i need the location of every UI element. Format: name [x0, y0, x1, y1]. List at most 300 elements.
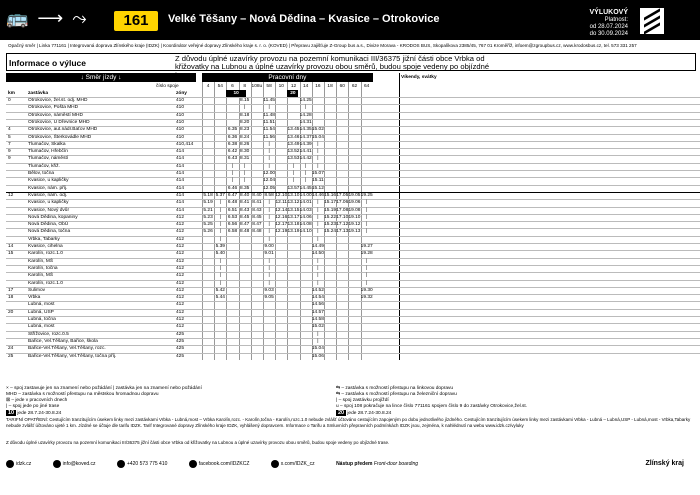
- row-time: 14.37: [299, 134, 312, 140]
- row-time: |: [268, 258, 270, 264]
- footer-x[interactable]: x.com/IDZK_cz: [280, 461, 315, 467]
- badge-20: 20: [287, 90, 298, 97]
- boarding-title: Nástup předem: [336, 461, 373, 467]
- row-time: 6.58: [227, 229, 238, 235]
- row-time: 15.06: [311, 353, 324, 359]
- row-time: 15.07: [311, 171, 324, 176]
- row-km: 25: [8, 353, 14, 359]
- row-zone: 414: [176, 163, 185, 169]
- row-time: 14.52: [311, 287, 324, 293]
- row-time: |: [219, 200, 221, 206]
- row-time: 8.41: [252, 200, 262, 206]
- row-time: 14.39: [299, 141, 312, 147]
- row-time: 9.00: [264, 244, 274, 249]
- row-zone: 412: [176, 317, 185, 322]
- row-time: 14.10: [299, 229, 312, 235]
- row-stop: Sulimov: [28, 287, 46, 293]
- conn-number: 4: [206, 84, 210, 89]
- row-time: 15.23: [324, 222, 337, 228]
- row-zone: 425: [176, 353, 185, 359]
- row-time: |: [244, 178, 246, 184]
- row-time: |: [305, 105, 307, 111]
- row-time: |: [317, 200, 319, 206]
- row-time: 12.17: [275, 222, 288, 228]
- row-time: 5.44: [215, 295, 225, 301]
- row-time: 8.48: [252, 229, 262, 235]
- row-divider: [6, 250, 700, 251]
- row-stop: Lubná, most: [28, 302, 55, 308]
- row-time: 13.18: [287, 222, 300, 228]
- row-zone: 412: [176, 302, 185, 308]
- row-time: |: [317, 141, 319, 147]
- row-divider: [6, 236, 700, 237]
- row-time: 14.08: [299, 222, 312, 228]
- row-stop: Vrbka: [28, 295, 41, 301]
- row-time: |: [219, 236, 221, 242]
- row-stop: Lubná, most: [28, 324, 55, 330]
- row-zone: 410: [176, 112, 185, 118]
- row-time: 15.04: [311, 134, 324, 140]
- conn-number: 108u: [251, 84, 263, 89]
- row-time: 15.04: [311, 346, 324, 352]
- mail-icon: [53, 460, 61, 468]
- row-km: 15: [8, 251, 14, 257]
- row-time: 6.53: [227, 214, 238, 220]
- row-time: 15.02: [311, 324, 324, 330]
- row-time: 13.57: [287, 185, 300, 191]
- row-time: 12.05: [263, 185, 276, 191]
- row-time: 8.20: [240, 119, 250, 125]
- row-zone: 412: [176, 214, 185, 220]
- row-divider: [6, 163, 700, 164]
- row-time: 19.08: [348, 207, 361, 213]
- row-stop: Bařice, Vel.Těšany, Bařice, škola: [28, 338, 98, 344]
- row-time: 15.22: [324, 214, 337, 220]
- row-time: 14.49: [311, 244, 324, 249]
- row-time: 8.58: [264, 192, 274, 198]
- row-stop: Kvasice, nám. příj.: [28, 185, 68, 191]
- row-time: |: [244, 105, 246, 111]
- row-time: |: [366, 200, 368, 206]
- row-km: 4: [8, 127, 11, 133]
- row-time: 14.41: [299, 149, 312, 155]
- row-time: 8.48: [240, 229, 250, 235]
- row-zone: 412: [176, 309, 185, 315]
- row-time: |: [366, 229, 368, 235]
- row-time: |: [317, 236, 319, 242]
- footer: [6, 456, 694, 472]
- row-divider: [6, 170, 700, 171]
- row-time: |: [317, 149, 319, 155]
- row-divider: [6, 287, 700, 288]
- row-divider: [6, 97, 700, 98]
- row-time: |: [268, 156, 270, 162]
- row-time: |: [244, 163, 246, 169]
- row-stop: Nová Dědina, ObÚ: [28, 222, 69, 228]
- row-time: 13.15: [287, 207, 300, 213]
- row-time: 14.42: [299, 156, 312, 162]
- note-bus-transfer: ⇆ – zastávka s možností přestupu na linkovou dopravu: [336, 386, 454, 391]
- row-time: 15.16: [324, 192, 337, 198]
- row-time: 19.06: [348, 200, 361, 206]
- row-time: |: [317, 331, 319, 337]
- row-km: 0: [8, 98, 11, 103]
- row-divider: [6, 148, 700, 149]
- row-stop: Tlumačov, náměstí: [28, 156, 69, 162]
- row-time: 19.28: [360, 251, 373, 257]
- validity-label: Platnost:: [604, 17, 628, 23]
- row-time: 19.25: [360, 192, 373, 198]
- row-time: |: [219, 222, 221, 228]
- row-time: 11.51: [263, 119, 275, 125]
- row-time: 8.35: [240, 185, 250, 191]
- row-time: |: [366, 207, 368, 213]
- row-time: 14.46: [311, 192, 324, 198]
- conn-number: 54: [217, 84, 223, 89]
- operator-info: Opačný směr | Linka 771161 | Integrovaná doprava Zlínského kraje (IDZK) | Koordinátor veřejné dopravy Zlínského kraje s. r. o. (KOVED) | Přepravu zajišťuje Z-Group bus a.s., Divize Morava - KRODOS BUS, Skopalíkova 2385/45, 767 01 Kroměříž, infoem@zgroupbus.cz, www.krodosbus.cz, tel. 573 331 257: [8, 43, 637, 48]
- workdays-header: Pracovní dny: [202, 73, 373, 82]
- footer-brand: Zlínský kraj: [645, 460, 684, 467]
- row-time: |: [317, 229, 319, 235]
- boarding-subtitle: Front-door boarding: [373, 461, 419, 467]
- row-time: 8.40: [252, 192, 262, 198]
- conn-number: 58: [266, 84, 272, 89]
- row-time: 12.00: [263, 171, 276, 176]
- row-time: 6.38: [227, 141, 238, 147]
- row-divider: [6, 141, 700, 142]
- row-stop: Lubná, USP: [28, 309, 54, 315]
- route-title: Velké Těšany – Nová Dědina – Kvasice – Otrokovice: [168, 13, 440, 25]
- note-pass-through: | – spoj zastávku projíždí: [336, 398, 389, 403]
- row-stop: Otrokovice, aut.nádr.Baťov MHD: [28, 127, 98, 133]
- row-time: 15.19: [324, 207, 337, 213]
- conn-number: 6: [231, 84, 234, 89]
- tariff-note: TARIFNÍ OPATŘENÍ: Cestujícím tranzitujícím úsekem linky mezi zastávkami Vrbka - Lubná,most – Vrbka Karolín,rozc. - Karolín,točna - Karolín,rozc.1.0 nebude zvlášť účtováno cestujícím zapojeným po dobu jednotlivého jízdného. Cestujícím tranzitujícím úsekem linky mezi zastávkami Vrbka - Lubná – Lubná,USP - Lubná,most - Vrbka,Tabarky nebude zvlášť účtováno ujeté 1 km. Jízdné se účtuje dle tarifu IDZK. Tarif Integrované dopravy Zlínského kraje IDZK, vyhlášený dopravcem. Informace o Tarifu a Smluvních přepravních podmínkách IDZK jsou, zejména, k nahlédnutí na webu www.idzk.cz/vyluky: [6, 417, 691, 428]
- row-time: 5.23: [203, 214, 213, 220]
- row-time: 11.45: [263, 98, 275, 103]
- row-stop: Vrbka, Tabarky: [28, 236, 60, 242]
- footer-web[interactable]: idzk.cz: [16, 461, 32, 467]
- row-km: 9: [8, 156, 11, 162]
- row-time: 5.21: [203, 207, 213, 213]
- row-divider: [6, 265, 700, 266]
- row-time: 13.46: [287, 134, 300, 140]
- row-time: 19.27: [360, 244, 373, 249]
- row-zone: 412: [176, 251, 185, 257]
- row-time: 8.47: [252, 222, 262, 228]
- row-divider: [6, 185, 700, 186]
- row-divider: [6, 301, 700, 302]
- row-time: |: [231, 178, 234, 184]
- weekend-header: Víkendy, svátky: [401, 75, 437, 80]
- row-time: |: [268, 163, 270, 169]
- row-time: 5.18: [203, 192, 213, 198]
- row-km: 5: [8, 134, 11, 140]
- row-divider: [6, 134, 700, 135]
- row-zone: 414: [176, 192, 185, 198]
- row-time: 14.31: [299, 119, 312, 125]
- row-stop: Otrokovice, náměstí MHD: [28, 112, 83, 118]
- row-time: 6.47: [227, 192, 238, 198]
- row-time: 12.14: [275, 207, 288, 213]
- footer-facebook[interactable]: facebook.com/IDZKCZ: [198, 461, 250, 467]
- row-time: 19.30: [360, 287, 373, 293]
- row-time: 12.16: [275, 214, 288, 220]
- row-time: |: [317, 273, 319, 279]
- web-icon: [6, 460, 14, 468]
- row-time: |: [268, 141, 270, 147]
- row-stop: Kvasice, u kapličky: [28, 200, 69, 206]
- row-zone: 412: [176, 295, 185, 301]
- row-stop: Bařice-Vel.Těšany, Vel.Těšany, rozc.: [28, 346, 106, 352]
- row-km: 18: [8, 295, 14, 301]
- idzk-logo-icon: [640, 8, 664, 34]
- footer-phone[interactable]: +420 573 775 410: [126, 461, 168, 467]
- row-time: 5.19: [203, 200, 213, 206]
- row-time: 19.05: [348, 192, 361, 198]
- row-time: |: [268, 265, 270, 271]
- badge-20: 20: [337, 410, 345, 416]
- conn-number: 60: [339, 84, 345, 89]
- row-time: 13.12: [287, 200, 300, 206]
- row-time: 14.35: [299, 127, 312, 133]
- row-time: 17.05: [336, 192, 349, 198]
- row-zone: 412: [176, 258, 185, 264]
- row-time: 15.11: [312, 178, 324, 184]
- row-time: 14.57: [311, 309, 324, 315]
- row-divider: [6, 119, 700, 120]
- row-time: 6.42: [227, 149, 238, 155]
- row-stop: Karolín, MŠ: [28, 273, 54, 279]
- row-time: |: [305, 178, 307, 184]
- validity-title: VÝLUKOVÝ: [589, 9, 628, 16]
- row-time: 6.48: [227, 200, 238, 206]
- row-zone: 410: [176, 105, 185, 111]
- weekend-divider: [399, 73, 400, 360]
- row-stop: Tlumačov, Hřebčín: [28, 149, 68, 155]
- row-zone: 410: [176, 134, 185, 140]
- row-time: 13.52: [287, 149, 300, 155]
- row-time: |: [317, 163, 319, 169]
- row-time: 17.10: [336, 214, 349, 220]
- note-other-route: | – spoj jede po jiné trase: [6, 404, 60, 409]
- row-time: |: [219, 258, 221, 264]
- row-divider: [6, 177, 700, 178]
- row-stop: Tlumačov, křiž.: [28, 163, 60, 169]
- row-km: 17: [8, 287, 14, 293]
- row-time: |: [317, 258, 319, 264]
- row-time: |: [317, 214, 319, 220]
- row-time: 15.24: [324, 229, 337, 235]
- row-time: 13.49: [287, 141, 300, 147]
- row-time: |: [317, 265, 319, 271]
- row-time: |: [366, 280, 368, 286]
- row-time: 11.54: [263, 127, 275, 133]
- zone-header: zóny: [176, 91, 187, 96]
- row-time: 14.00: [299, 192, 312, 198]
- row-time: |: [219, 280, 221, 286]
- note-stop-request: × – spoj zastavuje jen na znamení nebo požádání | zastávka jen na znamení nebo požádání: [6, 386, 202, 391]
- facebook-icon: [189, 460, 197, 468]
- validity-to: do 30.09.2024: [589, 31, 628, 37]
- row-time: |: [366, 258, 368, 264]
- row-zone: 412: [176, 236, 185, 242]
- row-time: |: [219, 273, 221, 279]
- conn-number: 14: [303, 84, 309, 89]
- row-time: |: [268, 207, 270, 213]
- closure-note: Z důvodu úplné uzavírky provozu na pozemní komunikaci III/36375 jižní části obce Vrbka od křižovatky na Lubnou a úplné uzavírky provozu obou směrů, budou spoje vedeny po objízdné trase.: [6, 440, 390, 445]
- row-time: 13.19: [287, 229, 300, 235]
- row-stop: Kvasice, u kapličky: [28, 178, 69, 184]
- row-zone: 412: [176, 244, 185, 249]
- row-time: 9.05: [264, 295, 274, 301]
- row-km: 14: [8, 244, 14, 249]
- row-zone: 410: [176, 127, 185, 133]
- conn-number: 64: [364, 84, 370, 89]
- row-time: 14.06: [299, 214, 312, 220]
- row-zone: 412: [176, 222, 185, 228]
- row-time: 8.23: [240, 127, 250, 133]
- row-time: 17.08: [336, 207, 349, 213]
- row-time: 9.01: [264, 251, 274, 257]
- row-time: |: [317, 338, 319, 344]
- row-zone: 412: [176, 229, 185, 235]
- row-time: 8.30: [240, 149, 250, 155]
- row-time: 8.41: [240, 200, 250, 206]
- row-time: |: [268, 200, 270, 206]
- row-time: 6.56: [227, 222, 238, 228]
- row-time: 12.19: [275, 229, 288, 235]
- row-time: 15.12: [311, 185, 324, 191]
- row-time: |: [219, 207, 221, 213]
- row-time: 11.56: [263, 134, 275, 140]
- row-time: |: [244, 171, 246, 176]
- row-time: 14.28: [299, 112, 312, 118]
- conn-number: 12: [290, 84, 297, 89]
- row-time: |: [231, 171, 234, 176]
- row-time: 8.43: [240, 207, 250, 213]
- row-stop: Karolín, točna: [28, 265, 58, 271]
- row-stop: Střížovice, rozc.0.5: [28, 331, 69, 337]
- row-time: |: [366, 222, 368, 228]
- row-divider: [6, 104, 700, 105]
- km-header: km: [8, 91, 15, 96]
- row-km: 9: [8, 149, 11, 155]
- row-zone: 410,414: [176, 141, 194, 147]
- row-time: 15.17: [324, 200, 337, 206]
- row-zone: 412: [176, 280, 185, 286]
- row-stop: Tlumačov, Skalka: [28, 141, 66, 147]
- row-stop: Kvasice, nám. odj.: [28, 192, 68, 198]
- row-stop: Bělov, točna: [28, 171, 55, 176]
- row-zone: 412: [176, 324, 185, 330]
- note-rail-transfer: ⇆ – zastávka s možností přestupu na železniční dopravu: [336, 392, 457, 397]
- row-stop: Bařice-Vel.Těšany, Vel.Těšany, točna příj.: [28, 353, 117, 359]
- note-20: jede 28.7.24-30.8.24: [347, 411, 392, 416]
- row-zone: 414: [176, 185, 185, 191]
- conn-label: číslo spoje: [156, 84, 179, 89]
- row-time: 14.56: [311, 302, 324, 308]
- row-time: |: [268, 222, 270, 228]
- row-divider: [6, 323, 700, 324]
- row-time: 6.46: [227, 185, 238, 191]
- row-time: 14.50: [311, 251, 324, 257]
- row-time: |: [268, 229, 270, 235]
- row-time: 14.45: [299, 185, 312, 191]
- row-stop: Nová Dědina, kopaniny: [28, 214, 78, 220]
- row-zone: 414: [176, 178, 185, 184]
- row-time: |: [268, 105, 270, 111]
- row-stop: Karolín, rozc.1.0: [28, 251, 63, 257]
- row-time: 8.18: [240, 112, 250, 118]
- row-zone: 414: [176, 149, 185, 155]
- row-time: 6.43: [227, 156, 238, 162]
- row-time: 14.03: [299, 207, 312, 213]
- row-divider: [6, 272, 700, 273]
- row-time: 5.26: [203, 229, 213, 235]
- row-stop: Kvasice, cihelna: [28, 244, 63, 249]
- row-time: |: [366, 273, 368, 279]
- row-time: 8.45: [240, 214, 250, 220]
- row-time: |: [268, 149, 270, 155]
- conn-number: 18: [327, 84, 333, 89]
- row-time: 17.13: [336, 229, 349, 235]
- row-time: 5.39: [215, 244, 225, 249]
- row-divider: [6, 243, 700, 244]
- direction-header: ↓ Směr jízdy ↓: [6, 73, 196, 82]
- row-km: 7: [8, 141, 11, 147]
- row-time: |: [219, 229, 221, 235]
- row-time: 12.11: [275, 200, 288, 206]
- row-time: 8.15: [240, 98, 250, 103]
- row-time: 19.10: [348, 214, 361, 220]
- row-time: 8.24: [240, 134, 250, 140]
- row-divider: [6, 155, 700, 156]
- row-time: 13.10: [287, 192, 300, 198]
- conn-number: 62: [351, 84, 358, 89]
- row-time: 19.12: [348, 222, 361, 228]
- row-time: 14.58: [311, 317, 324, 322]
- row-zone: 425: [176, 346, 185, 352]
- validity-from: od 28.07.2024: [589, 24, 628, 30]
- row-divider: [6, 345, 700, 346]
- row-time: |: [268, 236, 270, 242]
- note-workdays: ⊠ – jede v pracovních dnech: [6, 398, 68, 403]
- row-time: 6.51: [227, 207, 238, 213]
- row-time: 13.17: [287, 214, 300, 220]
- row-time: 17.06: [336, 200, 349, 206]
- footer-mail[interactable]: info@koved.cz: [62, 461, 96, 467]
- row-time: |: [268, 280, 270, 286]
- bus-icon: 🚌 ⟶ ⤳: [6, 8, 89, 28]
- row-zone: 414: [176, 207, 185, 213]
- row-divider: [6, 309, 700, 310]
- row-zone: 410: [176, 98, 185, 103]
- note-mhd: MHD – zastávka s možností přestupu na městskou hromadnou dopravu: [6, 392, 159, 397]
- row-divider: [6, 126, 700, 127]
- row-stop: Otrokovice, Pošta MHD: [28, 105, 79, 111]
- validity-info: [580, 9, 628, 38]
- row-time: |: [219, 214, 221, 220]
- row-time: 6.35: [227, 127, 238, 133]
- row-stop: Karolín, MŠ: [28, 258, 54, 264]
- row-zone: 425: [176, 331, 185, 337]
- row-stop: Otrokovice, Šterkovádle MHD: [28, 134, 92, 140]
- row-time: 13.53: [287, 156, 300, 162]
- row-time: |: [317, 222, 319, 228]
- row-time: 19.13: [348, 229, 361, 235]
- note-continuation: u – spoj 108 pokračuje na lince číslo 771161 spojem číslo 9 do zastávky Otrokovice,žel.st.: [336, 404, 528, 409]
